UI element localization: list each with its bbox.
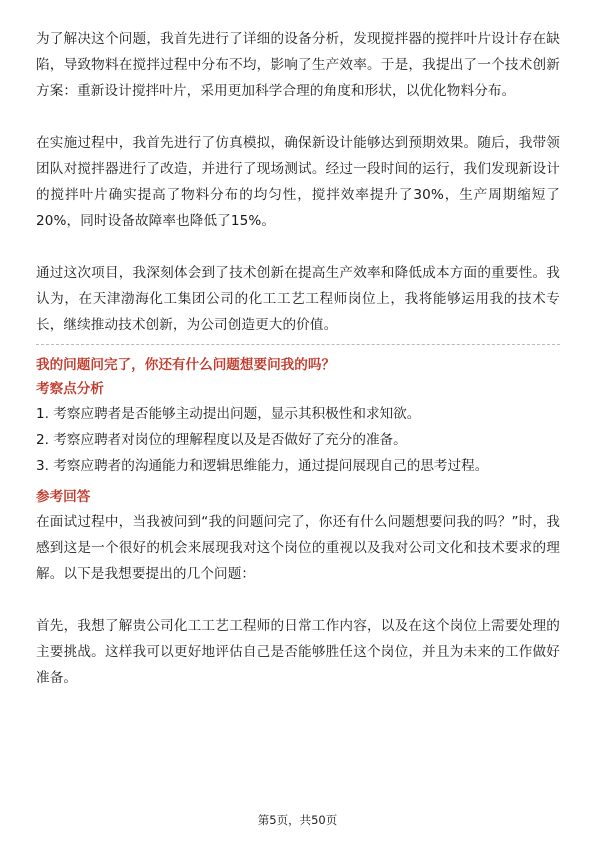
analysis-item: 2. 考察应聘者对岗位的理解程度以及是否做好了充分的准备。 <box>36 432 407 448</box>
answer-paragraph-2: 首先，我想了解贵公司化工工艺工程师的日常工作内容，以及在这个岗位上需要处理的主要挑战。这样我可以更好地评估自己是否能够胜任这个岗位，并且为未来的工作做好准备。 <box>36 618 560 686</box>
body-paragraph-1: 为了解决这个问题，我首先进行了详细的设备分析，发现搅拌器的搅拌叶片设计存在缺陷，导致物料在搅拌过程中分布不均，影响了生产效率。于是，我提出了一个技术创新方案：重新设计搅拌叶片，采用更加科学合理的角度和形状，以优化物料分布。 <box>36 31 560 99</box>
analysis-item: 3. 考察应聘者的沟通能力和逻辑思维能力，通过提问展现自己的思考过程。 <box>36 458 489 474</box>
body-paragraph-2: 在实施过程中，我首先进行了仿真模拟，确保新设计能够达到预期效果。随后，我带领团队对搅拌器进行了改造，并进行了现场测试。经过一段时间的运行，我们发现新设计的搅拌叶片确实提高了物料分布的均匀性，搅拌效率提升了30%，生产周期缩短了20%，同时设备故障率也降低了15%。 <box>36 135 560 229</box>
spacer <box>36 587 560 613</box>
section-divider <box>36 344 560 345</box>
interview-question: 我的问题问完了，你还有什么问题想要问我的吗？ <box>36 357 336 373</box>
spacer <box>36 234 560 260</box>
answer-paragraph-1: 在面试过程中，当我被问到“我的问题问完了，你还有什么问题想要问我的吗？”时，我感到这是一个很好的机会来展现我对这个岗位的重视以及我对公司文化和技术要求的理解。以下是我想要提出的几个问题： <box>36 514 560 582</box>
body-paragraph-3: 通过这次项目，我深刻体会到了技术创新在提高生产效率和降低成本方面的重要性。我认为，在天津渤海化工集团公司的化工工艺工程师岗位上，我将能够运用我的技术专长，继续推动技术创新，为公司创造更大的价值。 <box>36 265 560 333</box>
analysis-list <box>36 401 560 479</box>
spacer <box>36 104 560 130</box>
page-footer: 第5页，共50页 <box>257 813 338 827</box>
document-page <box>36 26 560 691</box>
analysis-heading: 考察点分析 <box>36 381 104 397</box>
answer-heading: 参考回答 <box>36 489 91 505</box>
analysis-item: 1. 考察应聘者是否能够主动提出问题，显示其积极性和求知欲。 <box>36 406 421 422</box>
